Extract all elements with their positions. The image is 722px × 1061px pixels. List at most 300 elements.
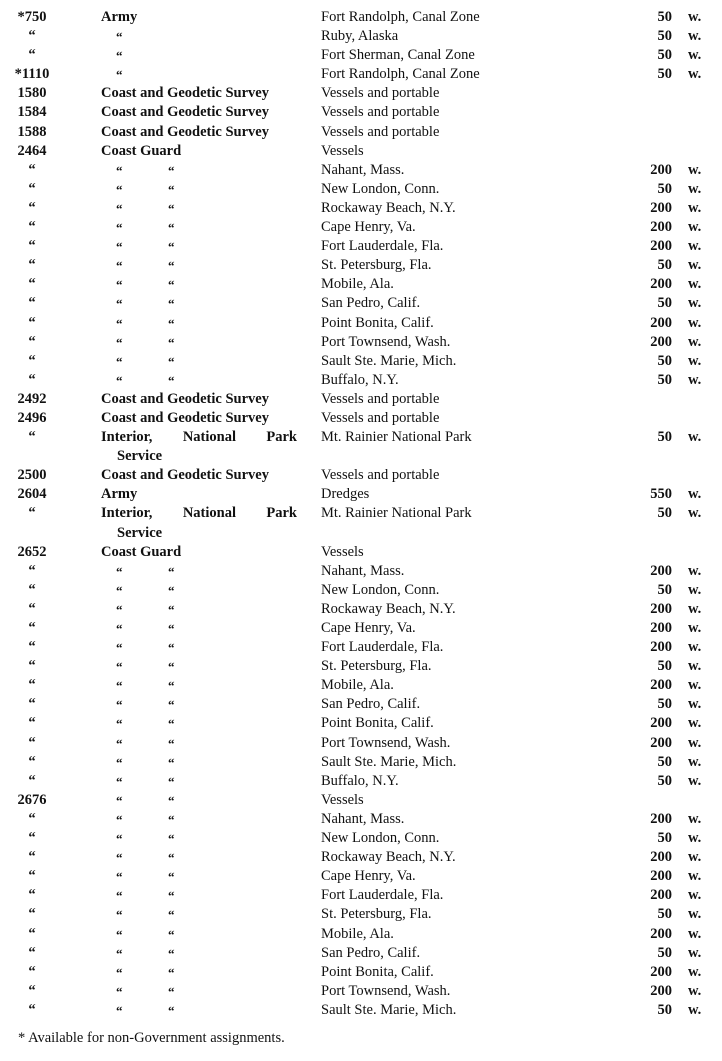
- agency-cell: [101, 504, 297, 523]
- unit-cell: w.: [688, 219, 702, 236]
- agency-cell: [101, 428, 297, 447]
- location-cell: Mt. Rainier National Park: [321, 505, 472, 522]
- ditto-mark: “: [168, 601, 175, 617]
- power-cell: 50: [657, 295, 672, 312]
- table-row: [0, 504, 722, 523]
- location-cell: Mobile, Ala.: [321, 677, 394, 694]
- ditto-mark: “: [116, 621, 123, 636]
- table-row: [0, 8, 722, 27]
- agency-cell: Coast Guard: [101, 142, 182, 159]
- unit-cell: w.: [688, 47, 702, 64]
- frequency-cell: “: [28, 352, 36, 369]
- ditto-mark: “: [168, 353, 175, 369]
- ditto-mark: “: [168, 200, 175, 216]
- power-cell: 50: [657, 830, 672, 847]
- ditto-mark: “: [168, 678, 175, 694]
- ditto-mark: “: [168, 181, 175, 197]
- unit-cell: w.: [688, 677, 702, 694]
- frequency-cell: 1588: [17, 123, 47, 140]
- location-cell: Port Townsend, Wash.: [321, 982, 451, 999]
- ditto-mark: “: [168, 162, 175, 178]
- frequency-cell: “: [28, 600, 36, 617]
- table-row: [0, 753, 722, 772]
- location-cell: Buffalo, N.Y.: [321, 371, 399, 388]
- ditto-mark: “: [116, 334, 123, 350]
- unit-cell: w.: [688, 562, 702, 579]
- power-cell: 50: [657, 9, 672, 25]
- table-row: [0, 27, 722, 46]
- power-cell: 50: [657, 371, 672, 388]
- agency-continuation: Service: [117, 448, 163, 465]
- frequency-cell: “: [28, 639, 36, 656]
- ditto-mark: “: [168, 582, 175, 598]
- table-row: [0, 314, 722, 333]
- agency-cell: Coast and Geodetic Survey: [101, 409, 269, 426]
- table-row: [0, 371, 722, 390]
- frequency-cell: “: [28, 47, 36, 64]
- location-cell: Cape Henry, Va.: [321, 620, 416, 636]
- location-cell: Vessels: [321, 791, 364, 808]
- table-row: [0, 619, 722, 638]
- ditto-mark: “: [116, 983, 123, 999]
- ditto-mark: “: [168, 334, 175, 350]
- unit-cell: w.: [688, 963, 702, 980]
- agency-cell: Coast Guard: [101, 543, 182, 560]
- frequency-cell: “: [28, 620, 36, 636]
- unit-cell: w.: [688, 849, 702, 866]
- location-cell: Point Bonita, Calif.: [321, 715, 434, 732]
- power-cell: 200: [650, 868, 672, 885]
- table-row: [0, 867, 722, 886]
- location-cell: Vessels: [321, 142, 364, 159]
- power-cell: 50: [657, 581, 672, 598]
- frequency-cell: “: [28, 562, 36, 579]
- location-cell: Vessels and portable: [321, 390, 440, 407]
- location-cell: San Pedro, Calif.: [321, 944, 421, 961]
- power-cell: 50: [657, 352, 672, 369]
- unit-cell: w.: [688, 505, 702, 522]
- frequency-cell: “: [28, 944, 36, 961]
- location-cell: San Pedro, Calif.: [321, 295, 421, 312]
- table-row: [0, 810, 722, 829]
- table-row: [0, 409, 722, 428]
- location-cell: Fort Lauderdale, Fla.: [321, 238, 444, 255]
- frequency-cell: “: [28, 161, 36, 178]
- power-cell: 200: [650, 734, 672, 751]
- ditto-mark: “: [168, 907, 175, 923]
- ditto-mark: “: [116, 735, 123, 751]
- frequency-cell: “: [28, 715, 36, 732]
- unit-cell: w.: [688, 486, 702, 503]
- table-row: [0, 944, 722, 963]
- unit-cell: w.: [688, 9, 702, 25]
- frequency-cell: “: [28, 830, 36, 847]
- ditto-mark: “: [168, 296, 175, 312]
- ditto-mark: “: [116, 239, 123, 255]
- power-cell: 50: [657, 696, 672, 713]
- table-row: [0, 829, 722, 848]
- ditto-mark: “: [168, 239, 175, 255]
- location-cell: Vessels and portable: [321, 467, 440, 484]
- ditto-mark: “: [116, 563, 123, 579]
- unit-cell: w.: [688, 238, 702, 255]
- unit-cell: w.: [688, 982, 702, 999]
- ditto-mark: “: [168, 220, 175, 236]
- ditto-mark: “: [116, 353, 123, 369]
- location-cell: Nahant, Mass.: [321, 562, 405, 579]
- frequency-cell: “: [28, 925, 36, 942]
- ditto-mark: “: [168, 315, 175, 331]
- frequency-cell: “: [28, 429, 36, 446]
- table-row: [0, 256, 722, 275]
- frequency-cell: “: [28, 276, 36, 293]
- table-row: [0, 428, 722, 447]
- agency-word: Interior,: [101, 429, 153, 446]
- ditto-mark: “: [168, 869, 175, 885]
- ditto-mark: “: [116, 678, 123, 694]
- ditto-mark: “: [168, 716, 175, 732]
- location-cell: Fort Sherman, Canal Zone: [321, 47, 475, 64]
- power-cell: 200: [650, 333, 672, 350]
- ditto-mark: “: [116, 831, 123, 847]
- power-cell: 200: [650, 677, 672, 694]
- table-row: [0, 963, 722, 982]
- location-cell: Ruby, Alaska: [321, 28, 399, 45]
- ditto-mark: “: [116, 315, 123, 331]
- frequency-table: [0, 8, 722, 1020]
- ditto-mark: “: [116, 582, 123, 598]
- ditto-mark: “: [116, 640, 123, 656]
- unit-cell: w.: [688, 734, 702, 751]
- frequency-cell: “: [28, 887, 36, 904]
- frequency-cell: “: [28, 180, 36, 197]
- power-cell: 200: [650, 849, 672, 866]
- ditto-mark: “: [116, 773, 123, 789]
- table-row: [0, 562, 722, 581]
- agency-cell: “: [116, 67, 123, 83]
- unit-cell: w.: [688, 199, 702, 216]
- location-cell: Cape Henry, Va.: [321, 219, 416, 236]
- ditto-mark: “: [116, 200, 123, 216]
- frequency-cell: “: [28, 696, 36, 713]
- frequency-cell: 2676: [17, 791, 47, 808]
- ditto-mark: “: [168, 831, 175, 847]
- table-row: [0, 466, 722, 485]
- ditto-mark: “: [116, 296, 123, 312]
- frequency-cell: “: [28, 219, 36, 236]
- agency-cell: Army: [101, 9, 138, 25]
- ditto-mark: “: [168, 792, 175, 808]
- ditto-mark: “: [168, 659, 175, 675]
- ditto-mark: “: [168, 964, 175, 980]
- unit-cell: w.: [688, 639, 702, 656]
- location-cell: Vessels and portable: [321, 409, 440, 426]
- table-row: [0, 695, 722, 714]
- ditto-mark: “: [116, 850, 123, 866]
- table-row: [0, 103, 722, 122]
- location-cell: New London, Conn.: [321, 180, 440, 197]
- location-cell: Rockaway Beach, N.Y.: [321, 600, 456, 617]
- location-cell: Fort Randolph, Canal Zone: [321, 66, 480, 83]
- table-row: [0, 543, 722, 562]
- unit-cell: w.: [688, 658, 702, 675]
- location-cell: Sault Ste. Marie, Mich.: [321, 753, 457, 770]
- table-row: [0, 390, 722, 409]
- agency-word: Interior,: [101, 505, 153, 522]
- ditto-mark: “: [168, 621, 175, 636]
- table-row: [0, 905, 722, 924]
- ditto-mark: “: [168, 697, 175, 713]
- location-cell: Rockaway Beach, N.Y.: [321, 199, 456, 216]
- ditto-mark: “: [116, 659, 123, 675]
- unit-cell: w.: [688, 600, 702, 617]
- agency-word: National: [182, 429, 236, 446]
- frequency-cell: “: [28, 295, 36, 312]
- table-row: [0, 925, 722, 944]
- frequency-cell: “: [28, 772, 36, 789]
- table-row: [0, 294, 722, 313]
- agency-word: Park: [266, 505, 297, 522]
- frequency-cell: “: [28, 906, 36, 923]
- location-cell: Port Townsend, Wash.: [321, 333, 451, 350]
- location-cell: Vessels: [321, 543, 364, 560]
- frequency-cell: 2492: [17, 390, 47, 407]
- table-row: [0, 638, 722, 657]
- frequency-cell: “: [28, 238, 36, 255]
- power-cell: 550: [650, 486, 672, 503]
- ditto-mark: “: [116, 181, 123, 197]
- power-cell: 200: [650, 639, 672, 656]
- table-row: [0, 485, 722, 504]
- frequency-cell: “: [28, 505, 36, 522]
- unit-cell: w.: [688, 429, 702, 446]
- power-cell: 200: [650, 715, 672, 732]
- frequency-cell: “: [28, 199, 36, 216]
- location-cell: Mobile, Ala.: [321, 276, 394, 293]
- frequency-cell: *750: [17, 9, 47, 25]
- location-cell: Rockaway Beach, N.Y.: [321, 849, 456, 866]
- location-cell: Buffalo, N.Y.: [321, 772, 399, 789]
- location-cell: Fort Lauderdale, Fla.: [321, 639, 444, 656]
- location-cell: Dredges: [321, 486, 370, 503]
- ditto-mark: “: [168, 640, 175, 656]
- location-cell: San Pedro, Calif.: [321, 696, 421, 713]
- power-cell: 200: [650, 982, 672, 999]
- table-row: [0, 524, 722, 543]
- frequency-cell: “: [28, 982, 36, 999]
- unit-cell: w.: [688, 772, 702, 789]
- location-cell: Mt. Rainier National Park: [321, 429, 472, 446]
- ditto-mark: “: [116, 754, 123, 770]
- ditto-mark: “: [116, 372, 123, 388]
- ditto-mark: “: [168, 945, 175, 961]
- power-cell: 50: [657, 66, 672, 83]
- location-cell: Port Townsend, Wash.: [321, 734, 451, 751]
- unit-cell: w.: [688, 333, 702, 350]
- unit-cell: w.: [688, 887, 702, 904]
- power-cell: 200: [650, 810, 672, 827]
- agency-cell: Coast and Geodetic Survey: [101, 123, 269, 140]
- power-cell: 200: [650, 620, 672, 636]
- power-cell: 50: [657, 658, 672, 675]
- location-cell: Nahant, Mass.: [321, 810, 405, 827]
- table-row: [0, 237, 722, 256]
- ditto-mark: “: [116, 697, 123, 713]
- ditto-mark: “: [116, 907, 123, 923]
- frequency-cell: 2652: [17, 543, 47, 560]
- frequency-cell: “: [28, 810, 36, 827]
- unit-cell: w.: [688, 371, 702, 388]
- table-row: [0, 791, 722, 810]
- ditto-mark: “: [116, 601, 123, 617]
- location-cell: Vessels and portable: [321, 123, 440, 140]
- frequency-cell: “: [28, 868, 36, 885]
- table-row: [0, 676, 722, 695]
- frequency-cell: “: [28, 963, 36, 980]
- unit-cell: w.: [688, 276, 702, 293]
- ditto-mark: “: [168, 888, 175, 904]
- table-row: [0, 275, 722, 294]
- unit-cell: w.: [688, 581, 702, 598]
- unit-cell: w.: [688, 257, 702, 274]
- unit-cell: w.: [688, 715, 702, 732]
- location-cell: Point Bonita, Calif.: [321, 963, 434, 980]
- ditto-mark: “: [168, 811, 175, 827]
- power-cell: 200: [650, 219, 672, 236]
- frequency-cell: 1584: [17, 104, 47, 121]
- unit-cell: w.: [688, 161, 702, 178]
- power-cell: 50: [657, 429, 672, 446]
- frequency-cell: “: [28, 658, 36, 675]
- table-row: [0, 714, 722, 733]
- power-cell: 200: [650, 887, 672, 904]
- agency-cell: Coast and Geodetic Survey: [101, 104, 269, 121]
- unit-cell: w.: [688, 66, 702, 83]
- location-cell: Fort Randolph, Canal Zone: [321, 9, 480, 25]
- ditto-mark: “: [168, 773, 175, 789]
- agency-cell: Army: [101, 486, 138, 503]
- table-row: [0, 657, 722, 676]
- frequency-cell: “: [28, 333, 36, 350]
- unit-cell: w.: [688, 753, 702, 770]
- ditto-mark: “: [168, 983, 175, 999]
- ditto-mark: “: [168, 258, 175, 274]
- ditto-mark: “: [168, 563, 175, 579]
- table-row: [0, 772, 722, 791]
- frequency-cell: 1580: [17, 85, 47, 102]
- agency-cell: “: [116, 48, 123, 64]
- table-row: [0, 982, 722, 1001]
- footnote: * Available for non-Government assignments.: [18, 1030, 285, 1046]
- table-row: [0, 199, 722, 218]
- power-cell: 200: [650, 963, 672, 980]
- agency-word: Park: [266, 429, 297, 446]
- table-row: [0, 123, 722, 142]
- location-cell: Vessels and portable: [321, 85, 440, 102]
- power-cell: 200: [650, 600, 672, 617]
- frequency-cell: “: [28, 581, 36, 598]
- power-cell: 50: [657, 47, 672, 64]
- power-cell: 200: [650, 238, 672, 255]
- power-cell: 50: [657, 257, 672, 274]
- location-cell: Cape Henry, Va.: [321, 868, 416, 885]
- location-cell: Vessels and portable: [321, 104, 440, 121]
- frequency-cell: “: [28, 314, 36, 331]
- agency-word: National: [182, 505, 236, 522]
- frequency-cell: “: [28, 753, 36, 770]
- frequency-cell: 2464: [17, 142, 47, 159]
- unit-cell: w.: [688, 944, 702, 961]
- ditto-mark: “: [168, 754, 175, 770]
- unit-cell: w.: [688, 180, 702, 197]
- unit-cell: w.: [688, 696, 702, 713]
- location-cell: Nahant, Mass.: [321, 161, 405, 178]
- ditto-mark: “: [116, 945, 123, 961]
- frequency-cell: “: [28, 734, 36, 751]
- ditto-mark: “: [116, 162, 123, 178]
- agency-cell: Coast and Geodetic Survey: [101, 390, 269, 407]
- agency-cell: “: [116, 29, 123, 45]
- unit-cell: w.: [688, 352, 702, 369]
- location-cell: Fort Lauderdale, Fla.: [321, 887, 444, 904]
- location-cell: St. Petersburg, Fla.: [321, 658, 432, 675]
- frequency-cell: *1110: [14, 66, 50, 83]
- unit-cell: w.: [688, 925, 702, 942]
- power-cell: 50: [657, 944, 672, 961]
- ditto-mark: “: [168, 372, 175, 388]
- unit-cell: w.: [688, 620, 702, 636]
- ditto-mark: “: [116, 869, 123, 885]
- power-cell: 50: [657, 1001, 672, 1018]
- table-row: [0, 180, 722, 199]
- location-cell: St. Petersburg, Fla.: [321, 257, 432, 274]
- location-cell: Sault Ste. Marie, Mich.: [321, 1001, 457, 1018]
- power-cell: 200: [650, 161, 672, 178]
- power-cell: 200: [650, 925, 672, 942]
- table-row: [0, 65, 722, 84]
- ditto-mark: “: [116, 811, 123, 827]
- unit-cell: w.: [688, 295, 702, 312]
- agency-cell: Coast and Geodetic Survey: [101, 85, 269, 102]
- ditto-mark: “: [168, 735, 175, 751]
- frequency-cell: “: [28, 371, 36, 388]
- table-row: [0, 447, 722, 466]
- power-cell: 50: [657, 505, 672, 522]
- power-cell: 200: [650, 199, 672, 216]
- ditto-mark: “: [116, 716, 123, 732]
- frequency-cell: 2604: [17, 486, 47, 503]
- power-cell: 50: [657, 753, 672, 770]
- ditto-mark: “: [168, 1002, 175, 1018]
- unit-cell: w.: [688, 830, 702, 847]
- power-cell: 200: [650, 314, 672, 331]
- ditto-mark: “: [116, 220, 123, 236]
- location-cell: Sault Ste. Marie, Mich.: [321, 352, 457, 369]
- table-row: [0, 581, 722, 600]
- ditto-mark: “: [116, 888, 123, 904]
- power-cell: 50: [657, 772, 672, 789]
- unit-cell: w.: [688, 28, 702, 45]
- frequency-cell: “: [28, 257, 36, 274]
- frequency-cell: “: [28, 28, 36, 45]
- frequency-cell: 2500: [17, 467, 47, 484]
- power-cell: 50: [657, 28, 672, 45]
- agency-continuation: Service: [117, 524, 163, 541]
- ditto-mark: “: [116, 258, 123, 274]
- table-row: [0, 886, 722, 905]
- table-row: [0, 218, 722, 237]
- unit-cell: w.: [688, 906, 702, 923]
